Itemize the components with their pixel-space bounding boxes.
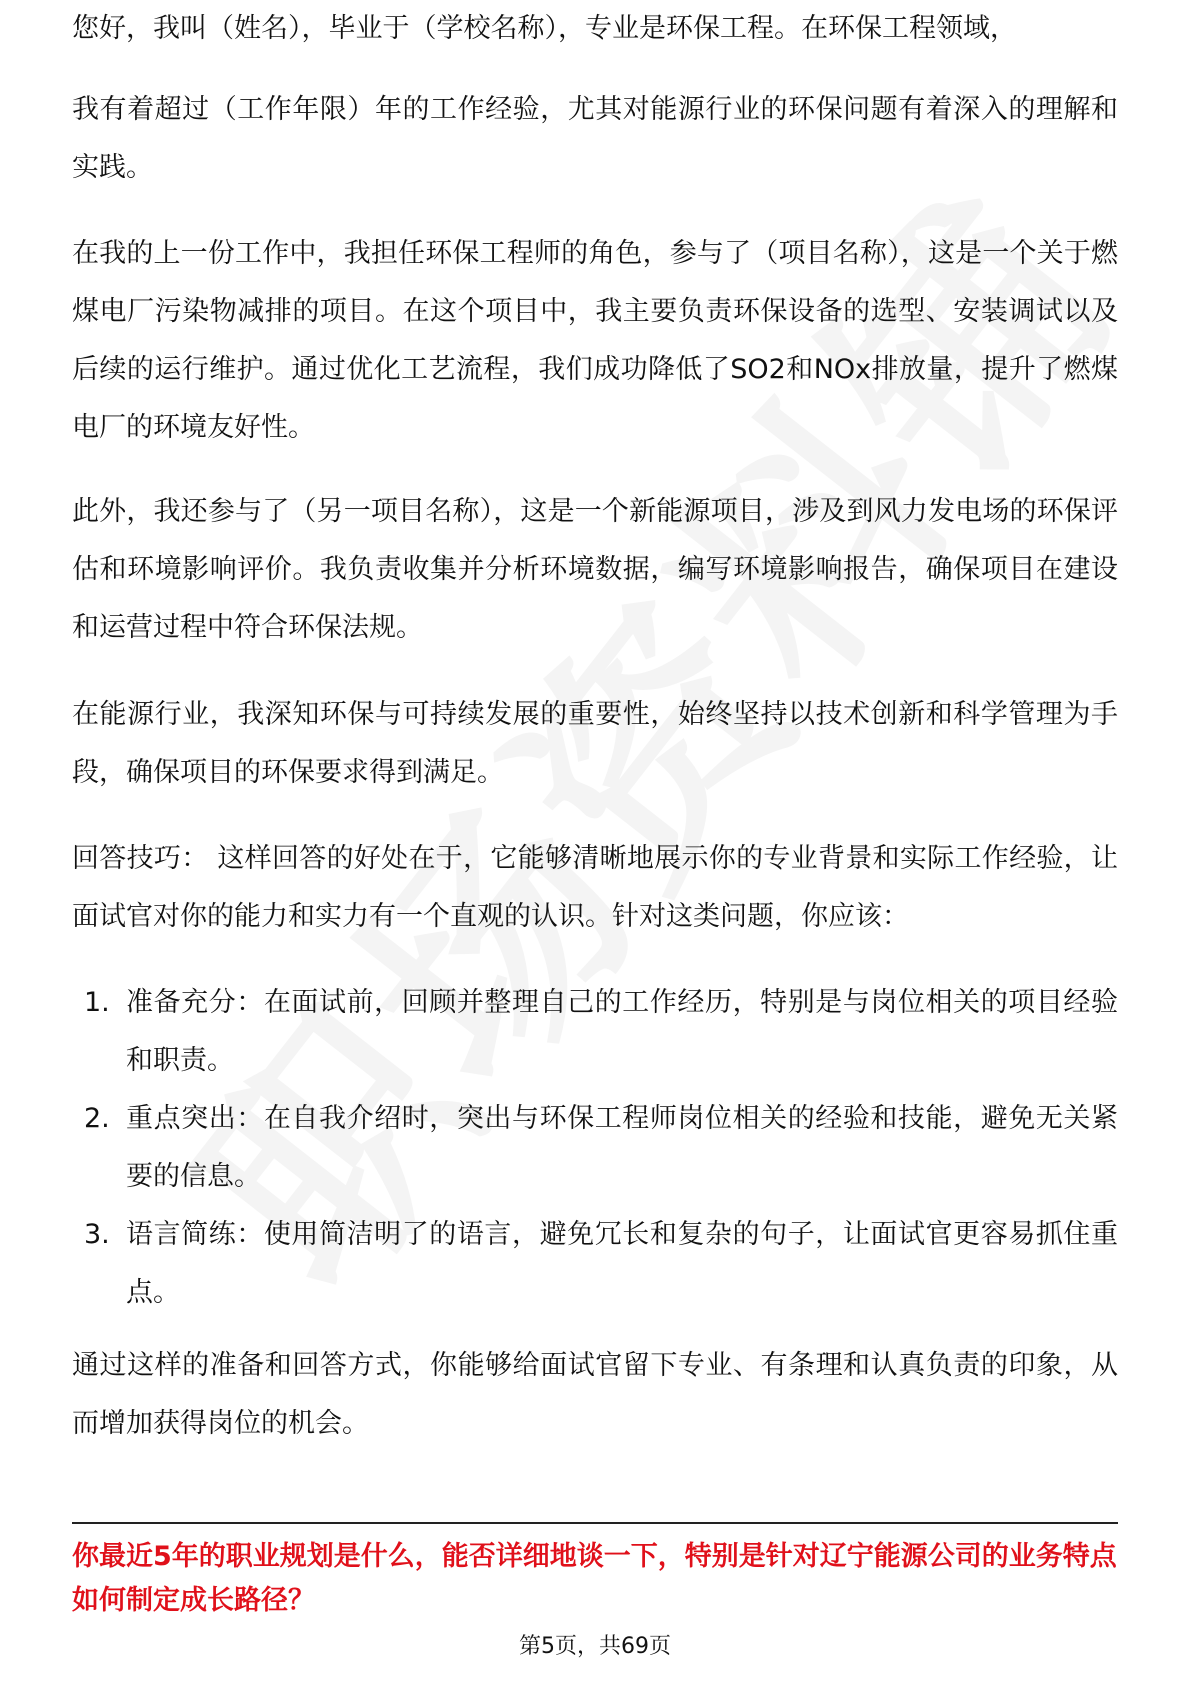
section-divider [72, 1522, 1118, 1524]
list-item [72, 1090, 1118, 1206]
interview-question: 你最近5年的职业规划是什么，能否详细地谈一下，特别是针对辽宁能源公司的业务特点如何制定成长路径？ [72, 1541, 1117, 1616]
paragraph-new-energy-project: 此外，我还参与了（另一项目名称），这是一个新能源项目，涉及到风力发电场的环保评估和环境影响评价。我负责收集并分析环境数据，编写环境影响报告，确保项目在建设和运营过程中符合环保法规。 [72, 496, 1118, 643]
list-number: 1. [84, 987, 110, 1018]
list-number: 2. [84, 1103, 110, 1134]
list-number: 3. [84, 1219, 110, 1250]
page-number: 第5页，共69页 [519, 1634, 671, 1659]
list-item [72, 1206, 1118, 1322]
paragraph-previous-project: 在我的上一份工作中，我担任环保工程师的角色，参与了（项目名称），这是一个关于燃煤电厂污染物减排的项目。在这个项目中，我主要负责环保设备的选型、安装调试以及后续的运行维护。通过优化工艺流程，我们成功降低了SO2和NOx排放量，提升了燃煤电厂的环境友好性。 [72, 238, 1118, 443]
cut-off-text-line: 您好，我叫（姓名），毕业于（学校名称），专业是环保工程。在环保工程领域， [72, 13, 1017, 44]
list-item-text: 准备充分：在面试前，回顾并整理自己的工作经历，特别是与岗位相关的项目经验和职责。 [126, 987, 1118, 1076]
list-item [72, 974, 1118, 1090]
paragraph-answer-tips: 回答技巧： 这样回答的好处在于，它能够清晰地展示你的专业背景和实际工作经验，让面试官对你的能力和实力有一个直观的认识。针对这类问题，你应该： [72, 843, 1118, 932]
tips-list [72, 974, 1118, 1322]
list-item-text: 重点突出：在自我介绍时，突出与环保工程师岗位相关的经验和技能，避免无关紧要的信息。 [126, 1103, 1118, 1192]
paragraph-industry-awareness: 在能源行业，我深知环保与可持续发展的重要性，始终坚持以技术创新和科学管理为手段，确保项目的环保要求得到满足。 [72, 699, 1118, 788]
paragraph-conclusion: 通过这样的准备和回答方式，你能够给面试官留下专业、有条理和认真负责的印象，从而增加获得岗位的机会。 [72, 1350, 1118, 1439]
paragraph-experience: 我有着超过（工作年限）年的工作经验，尤其对能源行业的环保问题有着深入的理解和实践。 [72, 94, 1118, 183]
list-item-text: 语言简练：使用简洁明了的语言，避免冗长和复杂的句子，让面试官更容易抓住重点。 [126, 1219, 1118, 1308]
